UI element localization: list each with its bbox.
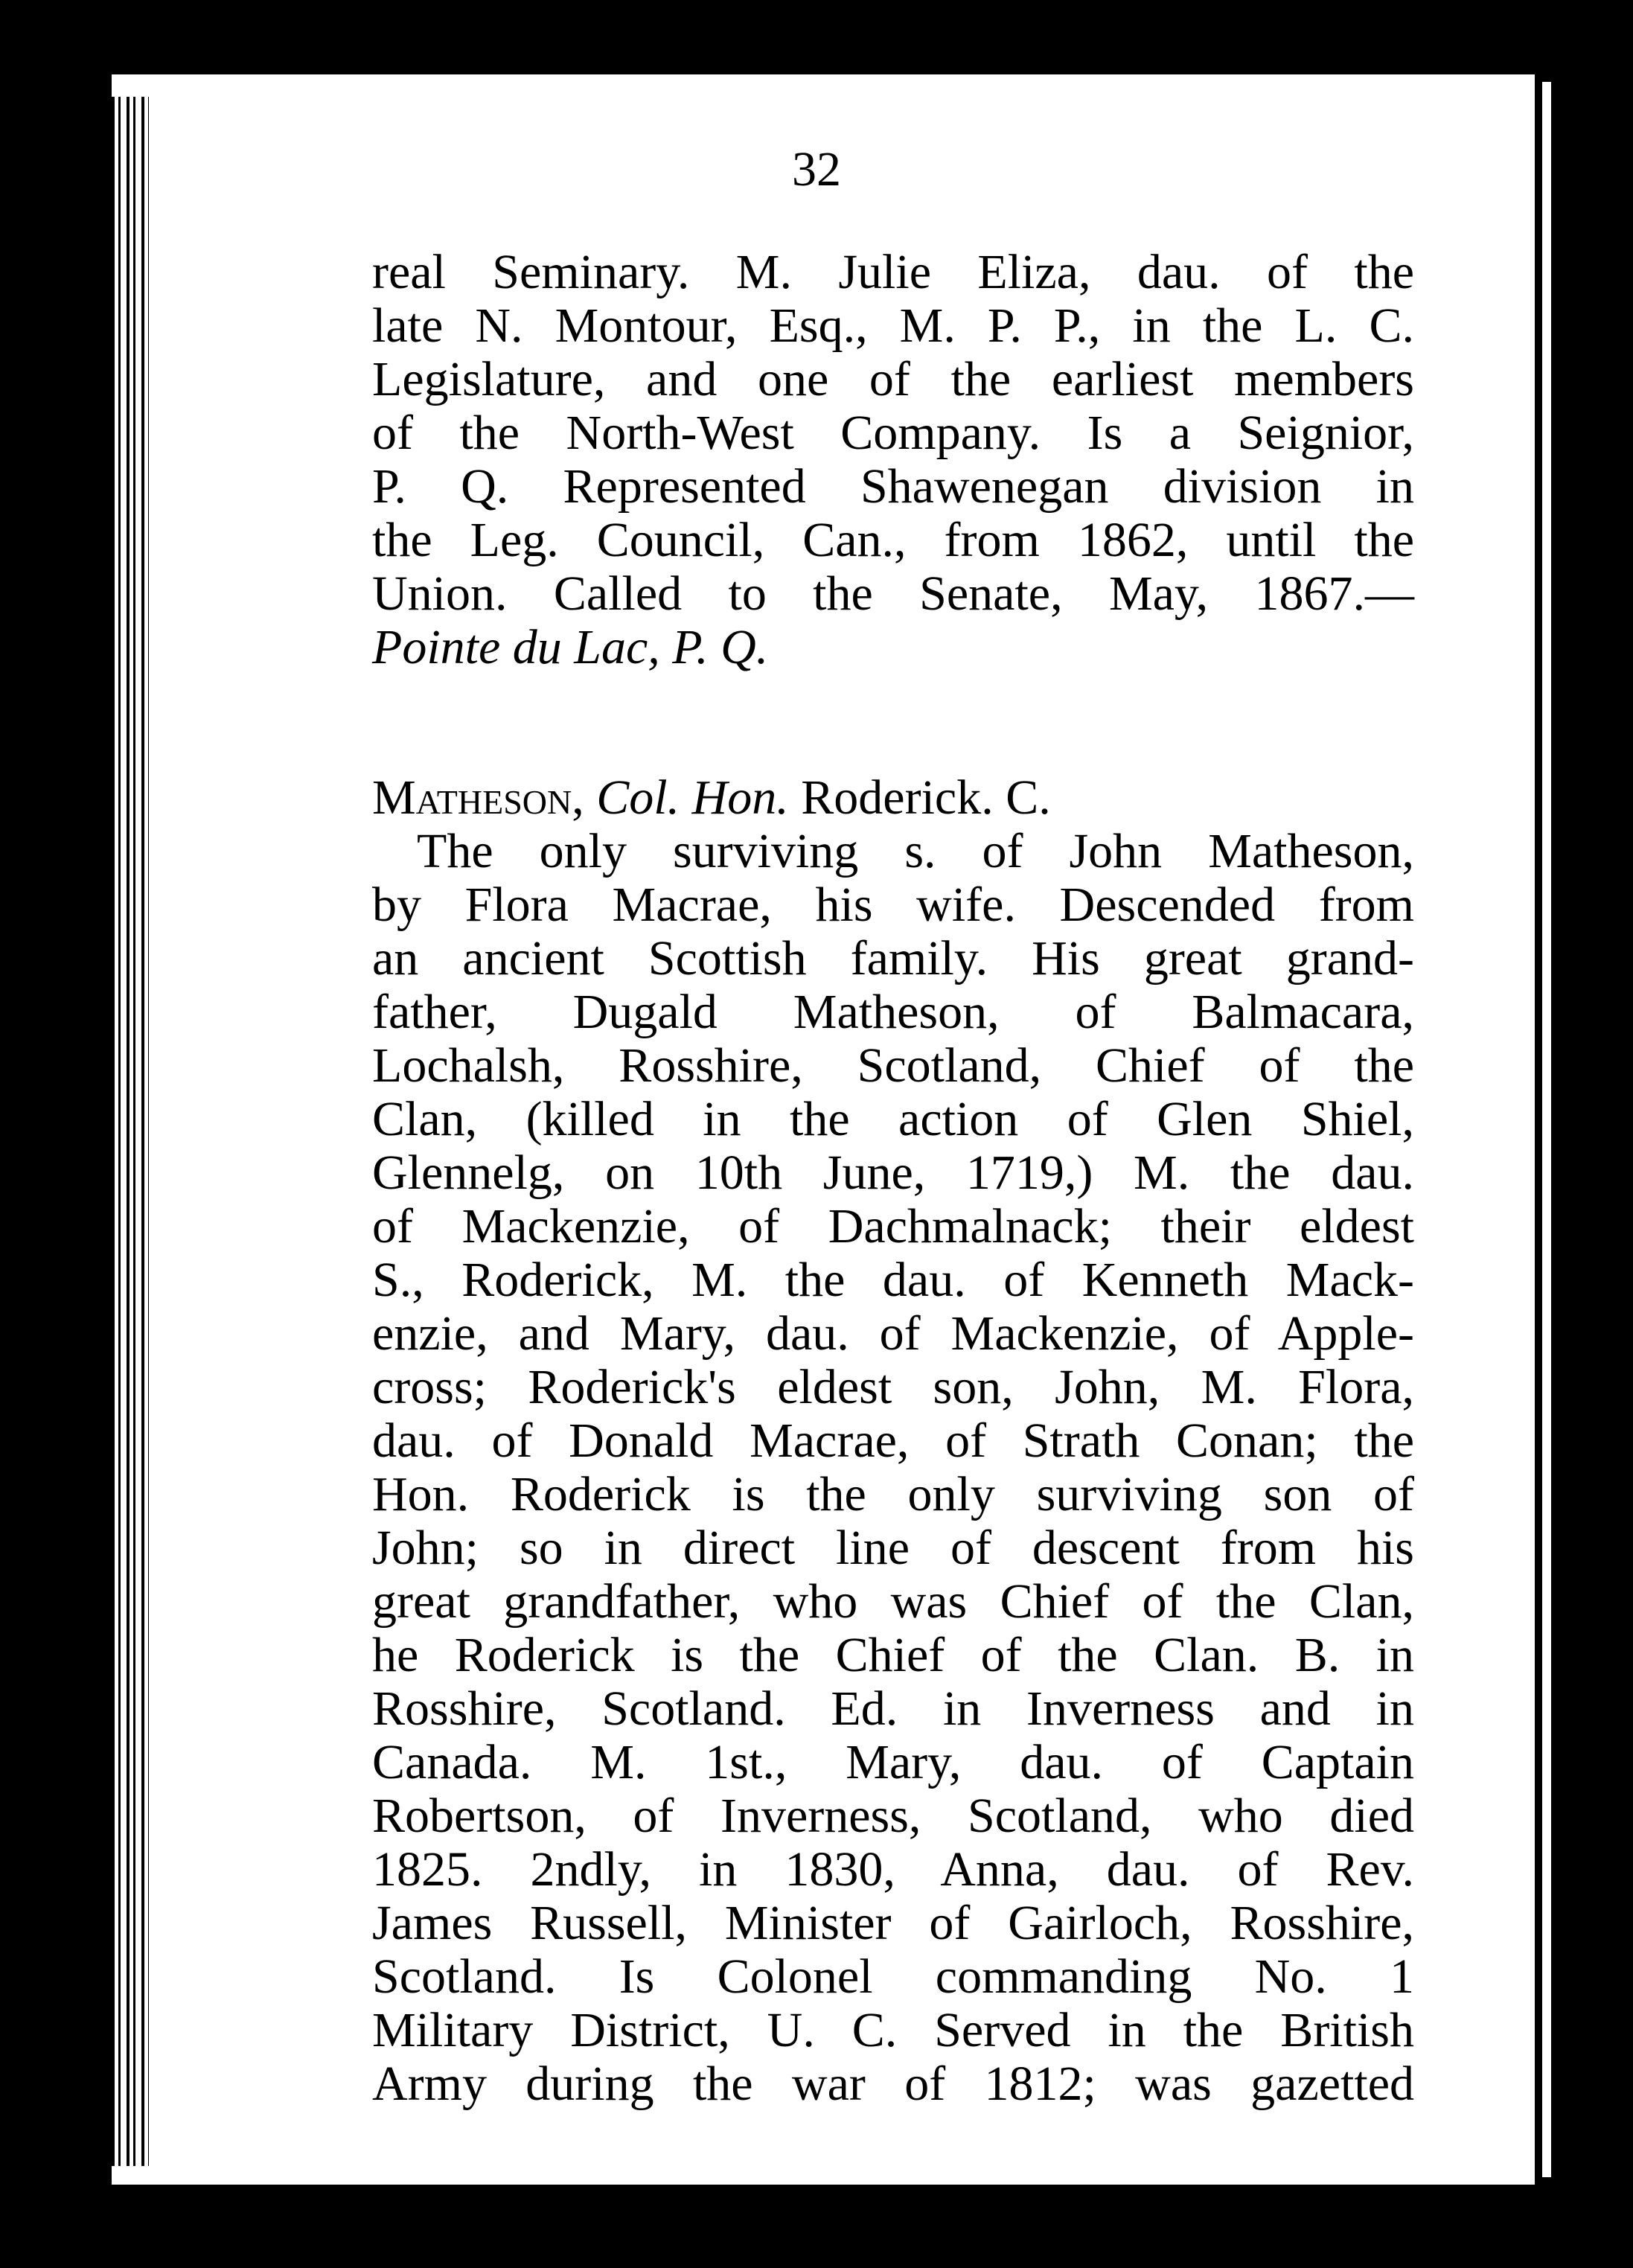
text-line: late N. Montour, Esq., M. P. P., in the L. C.	[372, 298, 1414, 353]
text-line: Canada. M. 1st., Mary, dau. of Captain	[372, 1735, 1414, 1789]
matheson-entry	[372, 771, 1414, 2111]
text-line: Scotland. Is Colonel commanding No. 1	[372, 1949, 1414, 2004]
entry-title: Col. Hon.	[596, 770, 789, 825]
page-number: 32	[792, 142, 841, 197]
text-line: Military District, U. C. Served in the British	[372, 2003, 1414, 2057]
text-line: enzie, and Mary, dau. of Mackenzie, of Apple-	[372, 1306, 1414, 1361]
text-line: he Roderick is the Chief of the Clan. B. in	[372, 1628, 1414, 1682]
text-line: Glennelg, on 10th June, 1719,) M. the dau.	[372, 1146, 1414, 1200]
text-line: cross; Roderick's eldest son, John, M. Flora,	[372, 1360, 1414, 1414]
entry-name: Roderick. C.	[801, 770, 1051, 825]
text-line: James Russell, Minister of Gairloch, Rosshire,	[372, 1896, 1414, 1950]
text-line: Rosshire, Scotland. Ed. in Inverness and in	[372, 1681, 1414, 1736]
text-line: by Flora Macrae, his wife. Descended from	[372, 878, 1414, 932]
text-line: Hon. Roderick is the only surviving son of	[372, 1467, 1414, 1521]
text-line: P. Q. Represented Shawenegan division in	[372, 459, 1414, 514]
text-line: Union. Called to the Senate, May, 1867.—	[372, 566, 1414, 621]
text-line: John; so in direct line of descent from his	[372, 1521, 1414, 1575]
page-right-border	[1535, 74, 1570, 2185]
entry-gap	[372, 674, 1414, 771]
residence-line	[372, 621, 1414, 674]
text-line: Clan, (killed in the action of Glen Shiel,	[372, 1092, 1414, 1146]
residence-text: Pointe du Lac, P. Q.	[372, 620, 769, 674]
text-line: father, Dugald Matheson, of Balmacara,	[372, 985, 1414, 1039]
text-line: great grandfather, who was Chief of the Clan,	[372, 1574, 1414, 1629]
text-line: 1825. 2ndly, in 1830, Anna, dau. of Rev.	[372, 1842, 1414, 1897]
text-block	[372, 246, 1414, 2111]
text-line: the Leg. Council, Can., from 1862, until the	[372, 513, 1414, 567]
text-line: dau. of Donald Macrae, of Strath Conan; the	[372, 1413, 1414, 1468]
previous-entry-continuation	[372, 246, 1414, 674]
text-line: of Mackenzie, of Dachmalnack; their eldest	[372, 1199, 1414, 1253]
text-line: The only surviving s. of John Matheson,	[417, 824, 1414, 878]
text-line: real Seminary. M. Julie Eliza, dau. of the	[372, 245, 1414, 299]
book-spine-edge	[112, 97, 149, 2166]
text-line: of the North-West Company. Is a Seignior,	[372, 406, 1414, 460]
text-line: S., Roderick, M. the dau. of Kenneth Mack-	[372, 1253, 1414, 1307]
entry-heading	[372, 771, 1414, 825]
text-line: Army during the war of 1812; was gazetted	[372, 2057, 1414, 2111]
entry-surname: Matheson,	[372, 770, 584, 825]
text-line: an ancient Scottish family. His great grand-	[372, 931, 1414, 986]
text-line: Legislature, and one of the earliest members	[372, 352, 1414, 406]
page-right-border-gap	[1542, 82, 1551, 2177]
text-line: Robertson, of Inverness, Scotland, who died	[372, 1789, 1414, 1843]
text-line: Lochalsh, Rosshire, Scotland, Chief of the	[372, 1038, 1414, 1093]
